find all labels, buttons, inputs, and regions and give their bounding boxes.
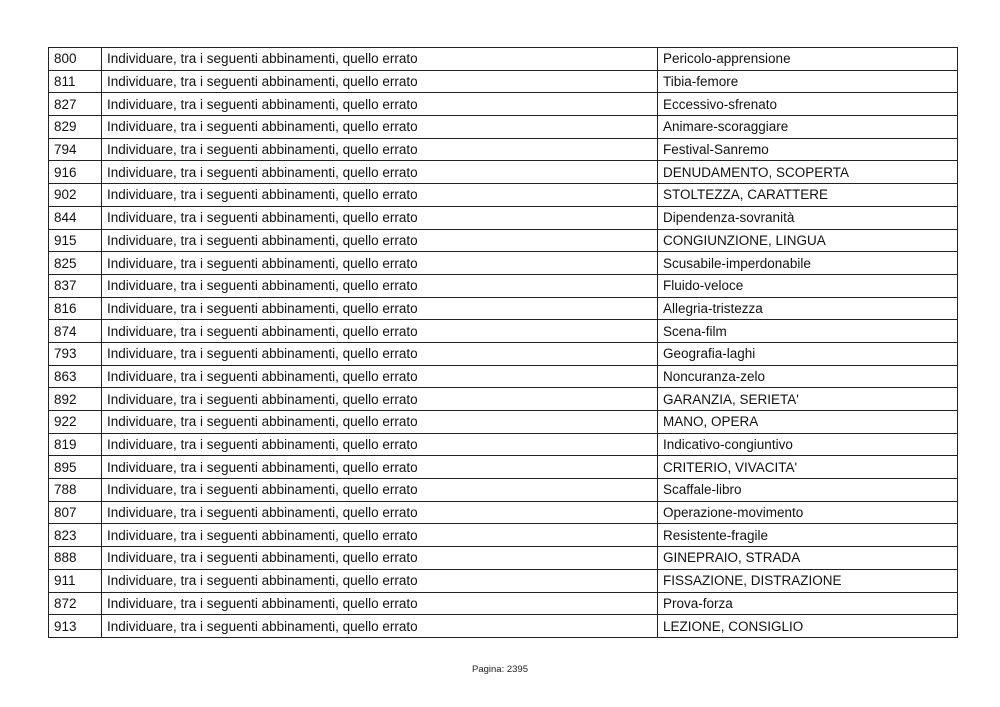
question-id-cell: 888 <box>49 547 102 570</box>
answer-cell: Geografia-laghi <box>658 342 958 365</box>
answer-cell: CRITERIO, VIVACITA' <box>658 456 958 479</box>
answer-cell: STOLTEZZA, CARATTERE <box>658 184 958 207</box>
question-text-cell: Individuare, tra i seguenti abbinamenti, quello errato <box>102 48 658 71</box>
answer-cell: MANO, OPERA <box>658 411 958 434</box>
table-row <box>49 365 958 388</box>
question-id-cell: 819 <box>49 433 102 456</box>
question-id-cell: 827 <box>49 93 102 116</box>
question-text-cell: Individuare, tra i seguenti abbinamenti, quello errato <box>102 615 658 638</box>
question-id-cell: 800 <box>49 48 102 71</box>
question-text-cell: Individuare, tra i seguenti abbinamenti, quello errato <box>102 274 658 297</box>
answer-cell: FISSAZIONE, DISTRAZIONE <box>658 569 958 592</box>
question-text-cell: Individuare, tra i seguenti abbinamenti, quello errato <box>102 70 658 93</box>
answer-cell: Scusabile-imperdonabile <box>658 252 958 275</box>
table-row <box>49 93 958 116</box>
question-text-cell: Individuare, tra i seguenti abbinamenti, quello errato <box>102 365 658 388</box>
table-row <box>49 138 958 161</box>
question-text-cell: Individuare, tra i seguenti abbinamenti, quello errato <box>102 342 658 365</box>
question-text-cell: Individuare, tra i seguenti abbinamenti, quello errato <box>102 592 658 615</box>
table-row <box>49 433 958 456</box>
question-text-cell: Individuare, tra i seguenti abbinamenti, quello errato <box>102 456 658 479</box>
question-text-cell: Individuare, tra i seguenti abbinamenti, quello errato <box>102 479 658 502</box>
question-id-cell: 922 <box>49 411 102 434</box>
answer-cell: Animare-scoraggiare <box>658 116 958 139</box>
table-row <box>49 524 958 547</box>
answer-cell: Festival-Sanremo <box>658 138 958 161</box>
table-row <box>49 411 958 434</box>
questions-table <box>48 47 958 638</box>
answer-cell: Operazione-movimento <box>658 501 958 524</box>
table-row <box>49 615 958 638</box>
question-id-cell: 902 <box>49 184 102 207</box>
table-row <box>49 48 958 71</box>
answer-cell: Resistente-fragile <box>658 524 958 547</box>
question-id-cell: 829 <box>49 116 102 139</box>
question-id-cell: 872 <box>49 592 102 615</box>
table-row <box>49 569 958 592</box>
question-text-cell: Individuare, tra i seguenti abbinamenti, quello errato <box>102 138 658 161</box>
question-text-cell: Individuare, tra i seguenti abbinamenti, quello errato <box>102 569 658 592</box>
answer-cell: LEZIONE, CONSIGLIO <box>658 615 958 638</box>
question-text-cell: Individuare, tra i seguenti abbinamenti, quello errato <box>102 547 658 570</box>
question-id-cell: 837 <box>49 274 102 297</box>
answer-cell: Pericolo-apprensione <box>658 48 958 71</box>
question-text-cell: Individuare, tra i seguenti abbinamenti, quello errato <box>102 252 658 275</box>
question-text-cell: Individuare, tra i seguenti abbinamenti, quello errato <box>102 501 658 524</box>
question-id-cell: 874 <box>49 320 102 343</box>
answer-cell: GINEPRAIO, STRADA <box>658 547 958 570</box>
question-text-cell: Individuare, tra i seguenti abbinamenti, quello errato <box>102 320 658 343</box>
question-id-cell: 816 <box>49 297 102 320</box>
question-id-cell: 807 <box>49 501 102 524</box>
question-id-cell: 895 <box>49 456 102 479</box>
table-row <box>49 206 958 229</box>
question-text-cell: Individuare, tra i seguenti abbinamenti, quello errato <box>102 161 658 184</box>
answer-cell: GARANZIA, SERIETA' <box>658 388 958 411</box>
table-row <box>49 320 958 343</box>
table-row <box>49 501 958 524</box>
question-text-cell: Individuare, tra i seguenti abbinamenti, quello errato <box>102 524 658 547</box>
question-id-cell: 892 <box>49 388 102 411</box>
answer-cell: CONGIUNZIONE, LINGUA <box>658 229 958 252</box>
question-id-cell: 825 <box>49 252 102 275</box>
answer-cell: Scena-film <box>658 320 958 343</box>
table-row <box>49 116 958 139</box>
table-row <box>49 592 958 615</box>
question-text-cell: Individuare, tra i seguenti abbinamenti, quello errato <box>102 297 658 320</box>
table-row <box>49 297 958 320</box>
question-text-cell: Individuare, tra i seguenti abbinamenti, quello errato <box>102 229 658 252</box>
question-text-cell: Individuare, tra i seguenti abbinamenti, quello errato <box>102 388 658 411</box>
question-text-cell: Individuare, tra i seguenti abbinamenti, quello errato <box>102 433 658 456</box>
question-text-cell: Individuare, tra i seguenti abbinamenti, quello errato <box>102 206 658 229</box>
page-number: Pagina: 2395 <box>472 664 528 675</box>
question-id-cell: 913 <box>49 615 102 638</box>
question-text-cell: Individuare, tra i seguenti abbinamenti, quello errato <box>102 411 658 434</box>
question-id-cell: 793 <box>49 342 102 365</box>
question-text-cell: Individuare, tra i seguenti abbinamenti, quello errato <box>102 93 658 116</box>
question-id-cell: 863 <box>49 365 102 388</box>
table-row <box>49 342 958 365</box>
answer-cell: Prova-forza <box>658 592 958 615</box>
table-row <box>49 252 958 275</box>
answer-cell: DENUDAMENTO, SCOPERTA <box>658 161 958 184</box>
table-row <box>49 388 958 411</box>
question-id-cell: 788 <box>49 479 102 502</box>
answer-cell: Eccessivo-sfrenato <box>658 93 958 116</box>
question-id-cell: 823 <box>49 524 102 547</box>
answer-cell: Scaffale-libro <box>658 479 958 502</box>
table-row <box>49 70 958 93</box>
question-id-cell: 916 <box>49 161 102 184</box>
table-row <box>49 229 958 252</box>
answer-cell: Indicativo-congiuntivo <box>658 433 958 456</box>
table-row <box>49 274 958 297</box>
question-id-cell: 844 <box>49 206 102 229</box>
question-text-cell: Individuare, tra i seguenti abbinamenti, quello errato <box>102 184 658 207</box>
question-id-cell: 794 <box>49 138 102 161</box>
answer-cell: Fluido-veloce <box>658 274 958 297</box>
question-id-cell: 915 <box>49 229 102 252</box>
question-text-cell: Individuare, tra i seguenti abbinamenti, quello errato <box>102 116 658 139</box>
table-row <box>49 456 958 479</box>
question-id-cell: 811 <box>49 70 102 93</box>
questions-table-body <box>49 48 958 638</box>
table-row <box>49 547 958 570</box>
table-row <box>49 161 958 184</box>
question-id-cell: 911 <box>49 569 102 592</box>
answer-cell: Dipendenza-sovranità <box>658 206 958 229</box>
answer-cell: Tibia-femore <box>658 70 958 93</box>
answer-cell: Allegria-tristezza <box>658 297 958 320</box>
table-row <box>49 479 958 502</box>
table-row <box>49 184 958 207</box>
answer-cell: Noncuranza-zelo <box>658 365 958 388</box>
